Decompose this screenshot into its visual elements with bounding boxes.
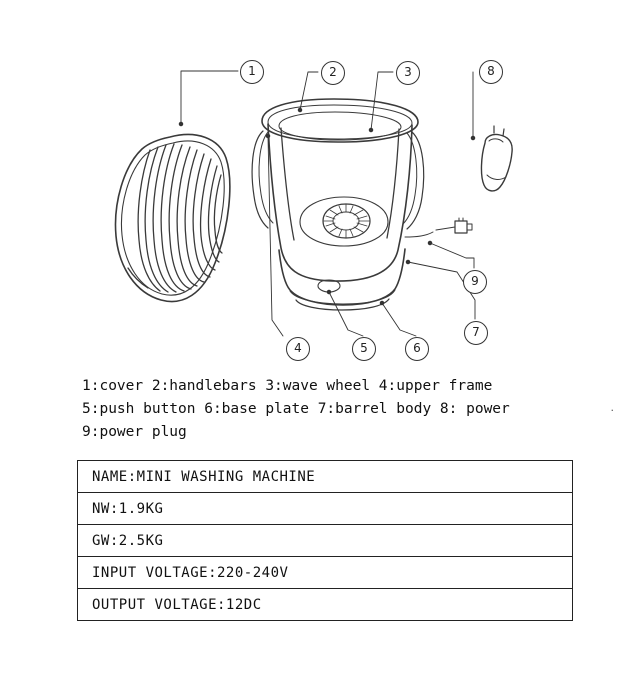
legend-line-2: 5:push button 6:base plate 7:barrel body 8: power	[82, 401, 510, 417]
spec-net-weight: NW:1.9KG	[78, 493, 573, 525]
spec-name: NAME:MINI WASHING MACHINE	[78, 461, 573, 493]
callout-3[interactable]: 3	[396, 61, 420, 85]
callout-5[interactable]: 5	[352, 337, 376, 361]
spec-output-voltage: OUTPUT VOLTAGE:12DC	[78, 589, 573, 621]
table-row	[78, 589, 573, 621]
table-row	[78, 493, 573, 525]
washer-body-part	[252, 99, 433, 310]
callout-4[interactable]: 4	[286, 337, 310, 361]
table-row	[78, 461, 573, 493]
power-plug-part	[436, 218, 472, 233]
callout-7[interactable]: 7	[464, 321, 488, 345]
table-row	[78, 557, 573, 589]
legend-line-1: 1:cover 2:handlebars 3:wave wheel 4:upper frame	[82, 378, 493, 394]
power-adapter-part	[481, 126, 512, 191]
wave-wheel	[323, 204, 370, 238]
callout-1[interactable]: 1	[240, 60, 264, 84]
spec-gross-weight: GW:2.5KG	[78, 525, 573, 557]
parts-legend	[82, 375, 622, 444]
corner-mark: ·	[610, 404, 614, 417]
callout-9[interactable]: 9	[463, 270, 487, 294]
spec-input-voltage: INPUT VOLTAGE:220-240V	[78, 557, 573, 589]
callout-8[interactable]: 8	[479, 60, 503, 84]
callout-6[interactable]: 6	[405, 337, 429, 361]
cover-part	[116, 135, 230, 302]
legend-line-3: 9:power plug	[82, 424, 187, 440]
specification-table	[77, 460, 573, 621]
callout-2[interactable]: 2	[321, 61, 345, 85]
table-row	[78, 525, 573, 557]
